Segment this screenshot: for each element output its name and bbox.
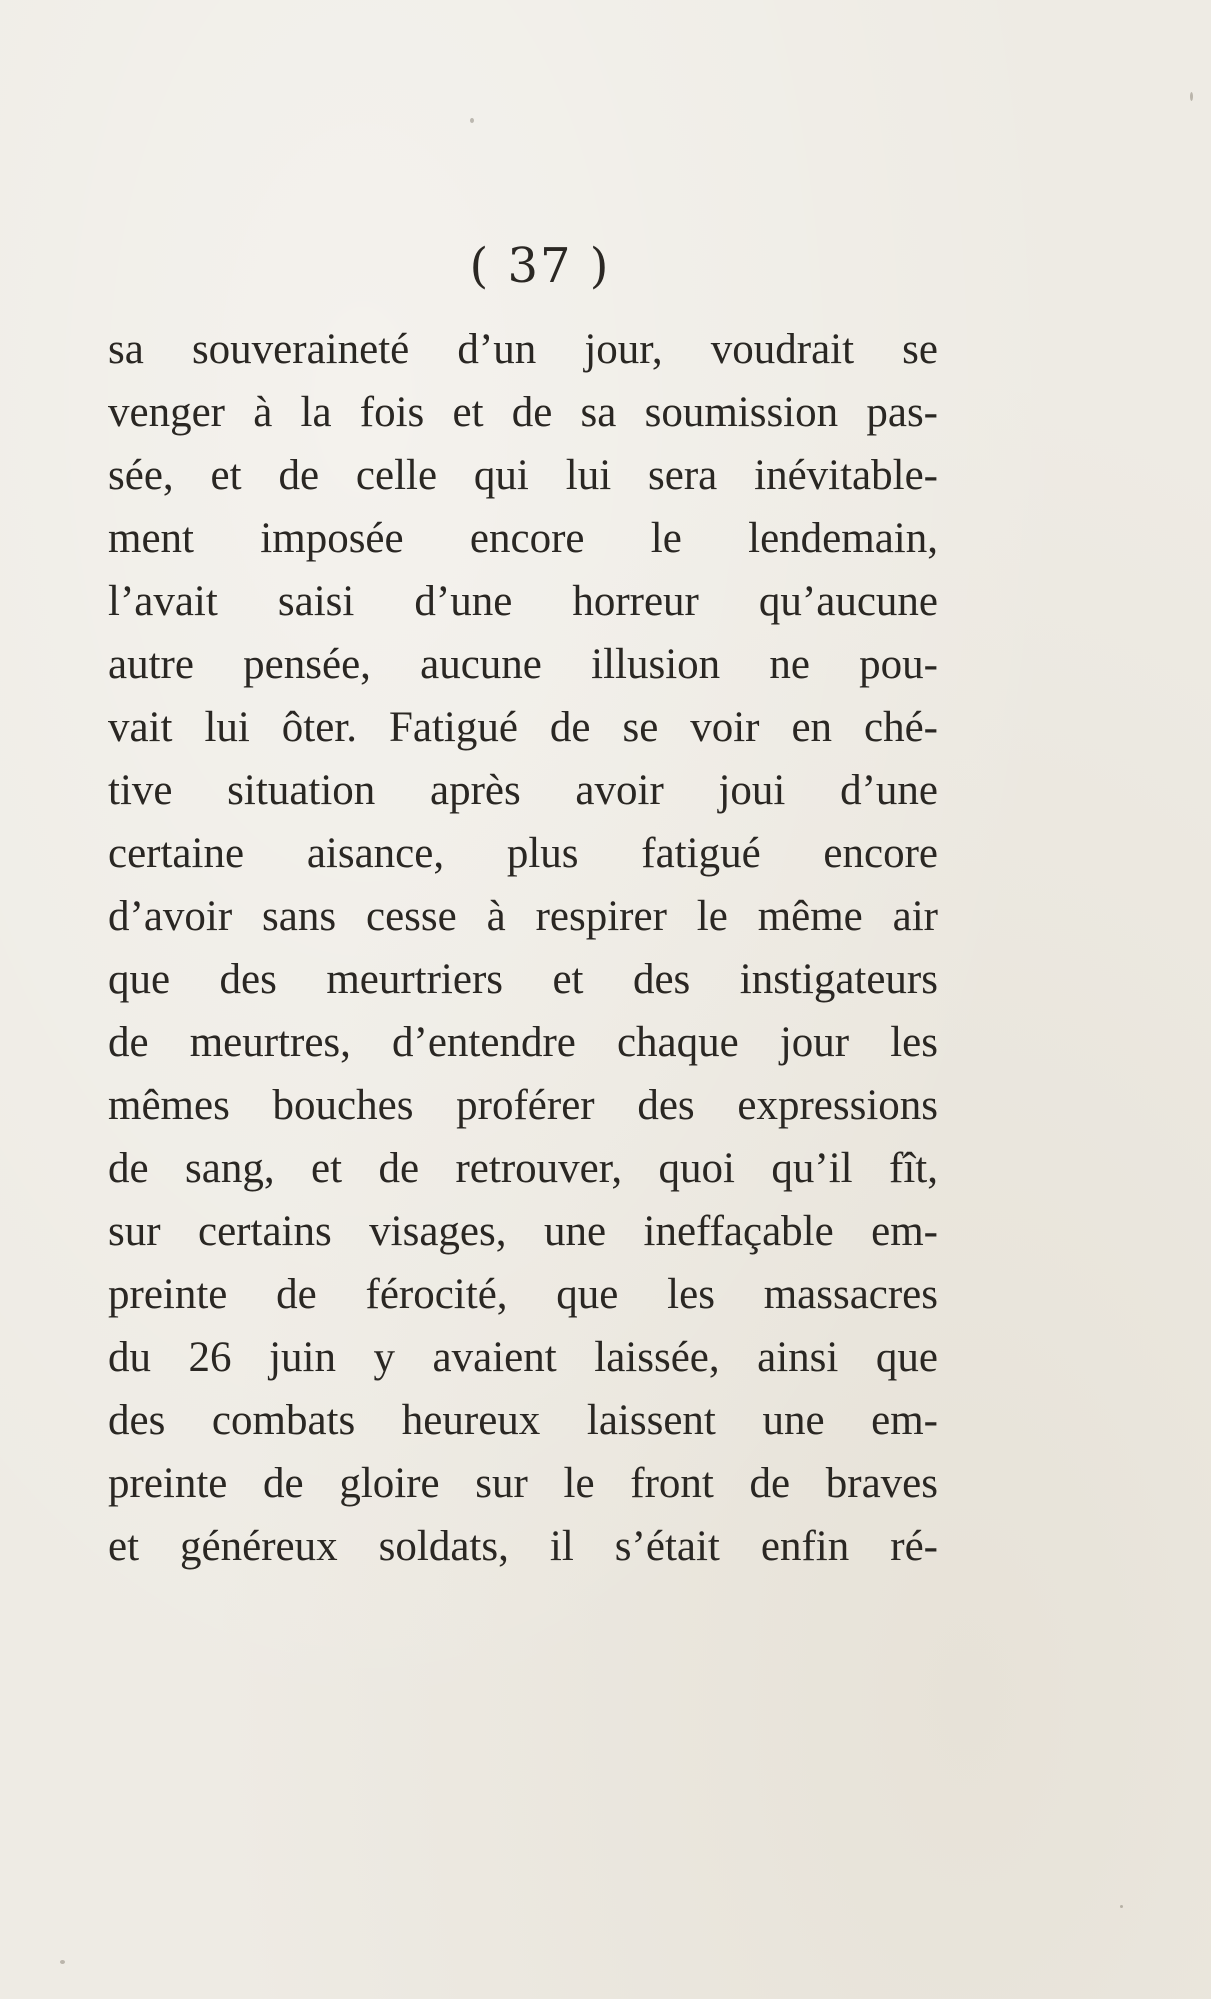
text-line: de meurtres, d’entendre chaque jour les (108, 1019, 938, 1066)
text-line: du 26 juin y avaient laissée, ainsi que (108, 1334, 938, 1381)
text-line: ment imposée encore le lendemain, (108, 515, 938, 562)
text-line: sur certains visages, une ineffaçable em- (108, 1208, 938, 1255)
text-line: d’avoir sans cesse à respirer le même air (108, 893, 938, 940)
text-line: des combats heureux laissent une em- (108, 1397, 938, 1444)
text-line: autre pensée, aucune illusion ne pou- (108, 641, 938, 688)
paper-speck (470, 118, 474, 123)
page-number: ( 37 ) (469, 238, 611, 294)
body-text (108, 318, 938, 1578)
text-line: preinte de gloire sur le front de braves (108, 1460, 938, 1507)
text-line: que des meurtriers et des instigateurs (108, 956, 938, 1003)
text-line: sée, et de celle qui lui sera inévitable- (108, 452, 938, 499)
text-line: certaine aisance, plus fatigué encore (108, 830, 938, 877)
text-line: de sang, et de retrouver, quoi qu’il fît, (108, 1145, 938, 1192)
text-line: tive situation après avoir joui d’une (108, 767, 938, 814)
paper-speck (1120, 1905, 1123, 1908)
text-line: venger à la fois et de sa soumission pas- (108, 389, 938, 436)
text-line: mêmes bouches proférer des expressions (108, 1082, 938, 1129)
text-line: sa souveraineté d’un jour, voudrait se (108, 326, 938, 373)
paper-speck (1190, 92, 1193, 101)
text-line: l’avait saisi d’une horreur qu’aucune (108, 578, 938, 625)
paper-speck (60, 1960, 65, 1964)
text-line: et généreux soldats, il s’était enfin ré- (108, 1523, 938, 1570)
text-line: preinte de férocité, que les massacres (108, 1271, 938, 1318)
text-line: vait lui ôter. Fatigué de se voir en ché- (108, 704, 938, 751)
